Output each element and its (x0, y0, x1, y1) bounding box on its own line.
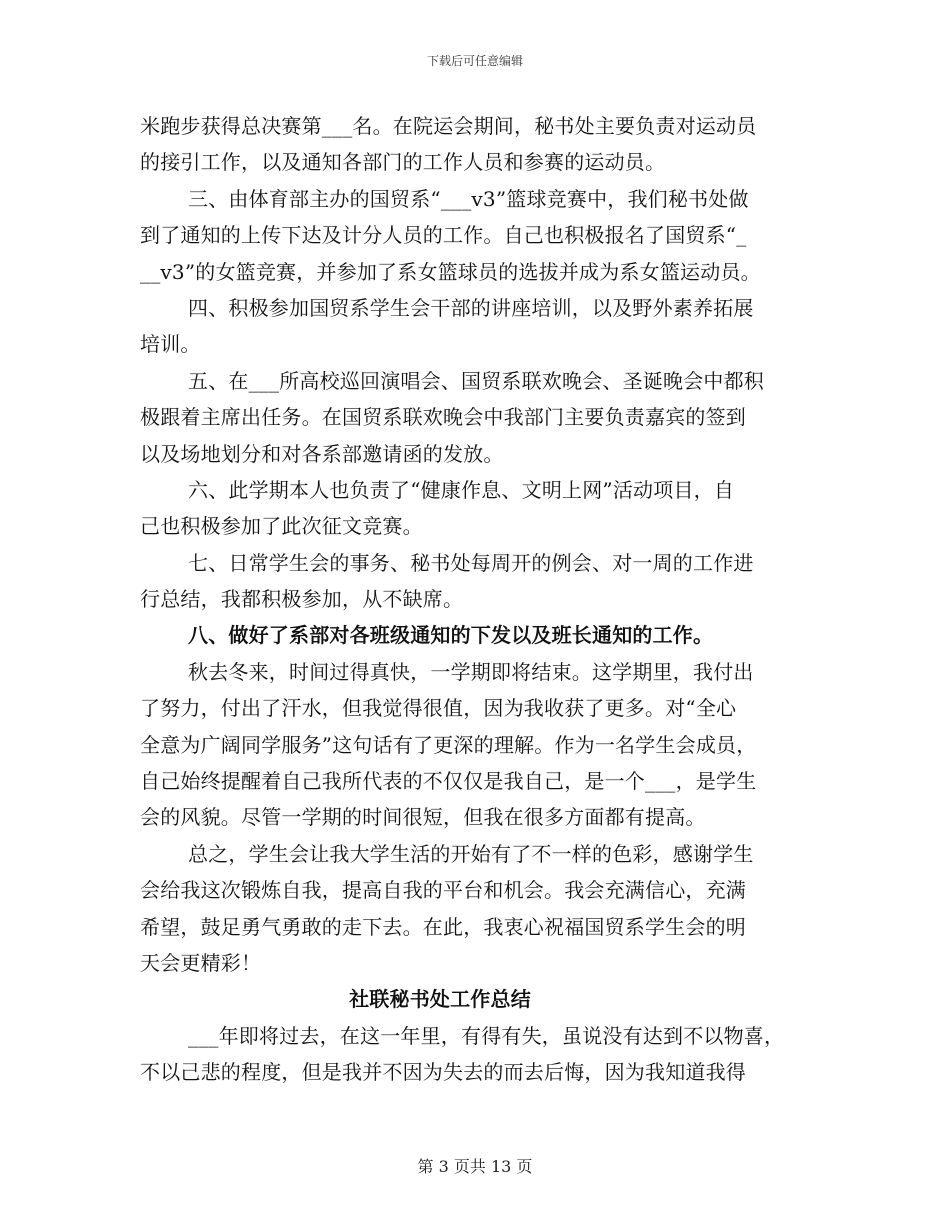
body-line: 培训。 (140, 332, 201, 357)
body-line: 秋去冬来，时间过得真快，一学期即将结束。这学期里，我付出 (188, 659, 754, 684)
bold-heading-line: 八、做好了系部对各班级通知的下发以及班长通知的工作。 (188, 623, 714, 648)
body-line: 希望，鼓足勇气勇敢的走下去。在此，我衷心祝福国贸系学生会的明 (140, 914, 746, 939)
body-line: 会的风貌。尽管一学期的时间很短，但我在很多方面都有提高。 (140, 805, 706, 830)
body-line: 了努力，付出了汗水，但我觉得很值，因为我收获了更多。对“全心 (140, 696, 737, 721)
document-body (140, 108, 820, 1091)
body-line: 极跟着主席出任务。在国贸系联欢晚会中我部门主要负责嘉宾的签到 (140, 405, 746, 430)
body-line: 的接引工作，以及通知各部门的工作人员和参赛的运动员。 (140, 150, 666, 175)
body-line: 四、积极参加国贸系学生会干部的讲座培训，以及野外素养拓展 (188, 295, 754, 320)
body-line: 三、由体育部主办的国贸系“___v3”篮球竞赛中，我们秘书处做 (188, 186, 749, 211)
body-line: 全意为广阔同学服务”这句话有了更深的理解。作为一名学生会成员， (140, 732, 757, 757)
body-line: 七、日常学生会的事务、秘书处每周开的例会、对一周的工作进 (188, 550, 754, 575)
page-number: 第 3 页共 13 页 (417, 1157, 533, 1176)
body-line: 六、此学期本人也负责了“健康作息、文明上网”活动项目，自 (188, 477, 735, 502)
page-header-note: 下载后可任意编辑 (426, 54, 523, 68)
body-line: ___年即将过去，在这一年里，有得有失，虽说没有达到不以物喜， (188, 1023, 785, 1048)
body-line: 会给我这次锻炼自我，提高自我的平台和机会。我会充满信心，充满 (140, 878, 746, 903)
body-line: 自己始终提醒着自己我所代表的不仅仅是我自己，是一个___，是学生 (140, 769, 757, 794)
body-line: 行总结，我都积极参加，从不缺席。 (140, 587, 464, 612)
body-line: 总之，学生会让我大学生活的开始有了不一样的色彩，感谢学生 (188, 841, 754, 866)
body-line: 到了通知的上传下达及计分人员的工作。自己也积极报名了国贸系“_ (140, 223, 747, 248)
body-line: 不以己悲的程度，但是我并不因为失去的而去后悔，因为我知道我得 (140, 1060, 746, 1085)
body-line: 以及场地划分和对各系部邀请函的发放。 (140, 441, 504, 466)
body-line: 米跑步获得总决赛第___名。在院运会期间，秘书处主要负责对运动员 (140, 114, 757, 138)
section-title: 社联秘书处工作总结 (349, 987, 531, 1012)
body-line: 天会更精彩！ (140, 950, 262, 975)
body-line: __v3”的女篮竞赛，并参加了系女篮球员的选拔并成为系女篮运动员。 (140, 259, 761, 284)
body-line: 五、在___所高校巡回演唱会、国贸系联欢晚会、圣诞晚会中都积 (188, 368, 764, 393)
body-line: 己也积极参加了此次征文竞赛。 (140, 514, 423, 539)
